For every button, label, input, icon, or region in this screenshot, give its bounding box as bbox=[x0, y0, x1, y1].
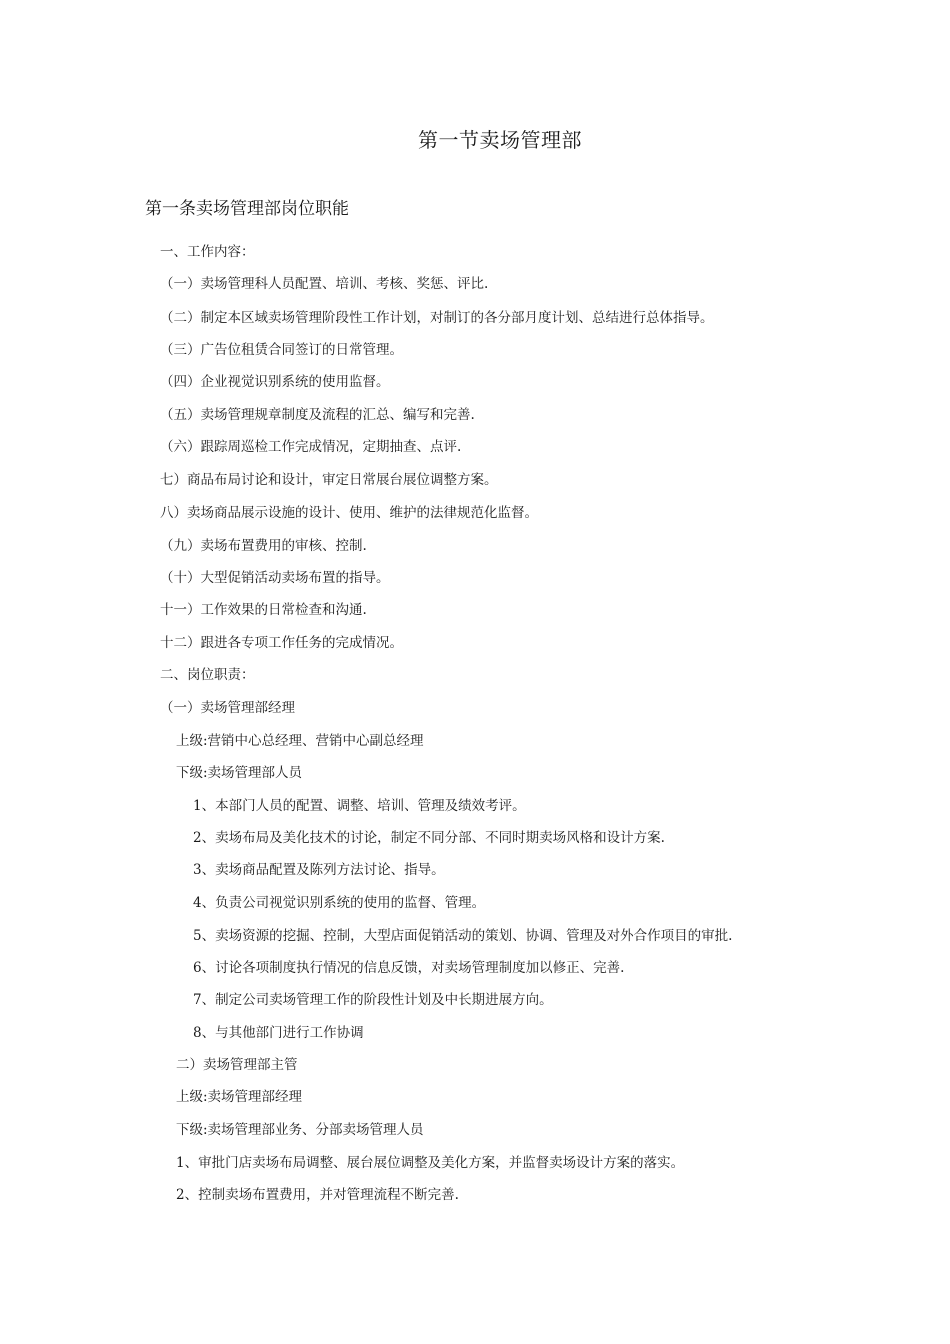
page-title: 第一节卖场管理部 bbox=[418, 128, 582, 152]
text-line: （二）制定本区域卖场管理阶段性工作计划，对制订的各分部月度计划、总结进行总体指导。 bbox=[160, 310, 714, 326]
text-line: 8、与其他部门进行工作协调 bbox=[193, 1025, 364, 1041]
text-line: （六）跟踪周巡检工作完成情况，定期抽查、点评. bbox=[160, 439, 462, 455]
text-line: 4、负责公司视觉识别系统的使用的监督、管理。 bbox=[193, 895, 486, 911]
text-line: 6、讨论各项制度执行情况的信息反馈，对卖场管理制度加以修正、完善. bbox=[193, 960, 625, 976]
text-line: 2、控制卖场布置费用，并对管理流程不断完善. bbox=[176, 1187, 459, 1203]
text-line: （四）企业视觉识别系统的使用监督。 bbox=[160, 374, 390, 390]
text-line: 7、制定公司卖场管理工作的阶段性计划及中长期进展方向。 bbox=[193, 992, 553, 1008]
text-line: 八）卖场商品展示设施的设计、使用、维护的法律规范化监督。 bbox=[160, 505, 538, 521]
text-line: （九）卖场布置费用的审核、控制. bbox=[160, 538, 367, 554]
text-line: 2、卖场布局及美化技术的讨论，制定不同分部、不同时期卖场风格和设计方案. bbox=[193, 830, 665, 846]
section-title: 第一条卖场管理部岗位职能 bbox=[145, 199, 349, 219]
text-line: 5、卖场资源的挖掘、控制，大型店面促销活动的策划、协调、管理及对外合作项目的审批. bbox=[193, 928, 733, 944]
text-line: （一）卖场管理部经理 bbox=[160, 700, 295, 716]
text-line: 上级:卖场管理部经理 bbox=[176, 1089, 303, 1105]
text-line: 二、岗位职责： bbox=[160, 667, 255, 683]
text-line: （一）卖场管理科人员配置、培训、考核、奖惩、评比. bbox=[160, 276, 489, 292]
text-line: 1、审批门店卖场布局调整、展台展位调整及美化方案，并监督卖场设计方案的落实。 bbox=[176, 1155, 685, 1171]
text-line: 七）商品布局讨论和设计，审定日常展台展位调整方案。 bbox=[160, 472, 498, 488]
text-line: 二）卖场管理部主管 bbox=[176, 1057, 298, 1073]
text-line: 十二）跟进各专项工作任务的完成情况。 bbox=[160, 635, 403, 651]
text-line: 下级:卖场管理部人员 bbox=[176, 765, 303, 781]
text-line: 一、工作内容： bbox=[160, 244, 255, 260]
text-line: 3、卖场商品配置及陈列方法讨论、指导。 bbox=[193, 862, 445, 878]
text-line: 上级:营销中心总经理、营销中心副总经理 bbox=[176, 733, 424, 749]
text-line: 1、本部门人员的配置、调整、培训、管理及绩效考评。 bbox=[193, 798, 526, 814]
text-line: 十一）工作效果的日常检查和沟通. bbox=[160, 602, 367, 618]
text-line: 下级:卖场管理部业务、分部卖场管理人员 bbox=[176, 1122, 424, 1138]
text-line: （五）卖场管理规章制度及流程的汇总、编写和完善. bbox=[160, 407, 475, 423]
text-line: （三）广告位租赁合同签订的日常管理。 bbox=[160, 342, 403, 358]
text-line: （十）大型促销活动卖场布置的指导。 bbox=[160, 570, 390, 586]
